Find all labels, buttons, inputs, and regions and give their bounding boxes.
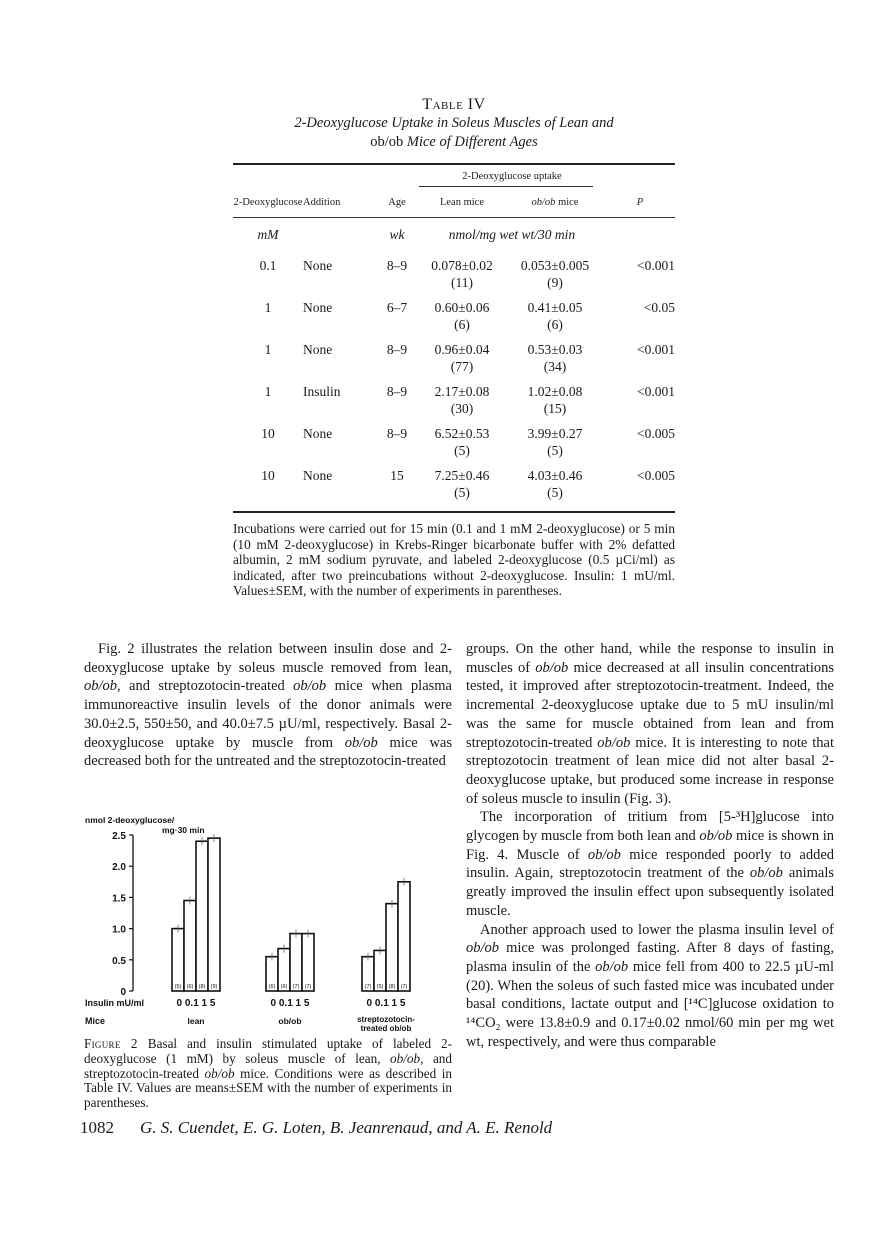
paragraph: Another approach used to lower the plasma insulin level of ob/ob mice was prolonged fasting. After 8 days of fasting, plasma insulin of the ob/ob mice fell from 400 to 22.5 µU-ml (20). When the soleus of such fasted mice was incubated under basal conditions, lactate output and [¹⁴C]glucose oxidation to ¹⁴CO₂ were 13.8±0.9 and 0.17±0.02 nmol/60 min per mg wet wt, respectively, and were thus comparable: [466, 921, 834, 1050]
value-mean-sem: 4.03±0.46: [527, 468, 583, 483]
col-header-obob: ob/ob mice: [531, 196, 579, 208]
bar: [398, 882, 410, 991]
bar-n-label: (7): [292, 984, 300, 990]
x-category-labels: 0 0.1 1 5: [366, 998, 406, 1009]
y-tick-label: 1.0: [112, 924, 126, 936]
bar: [196, 841, 208, 991]
group-label: treated ob/ob: [360, 1024, 412, 1033]
cell-age: 15: [390, 468, 404, 483]
page-footer: [80, 1118, 552, 1138]
value-mean-sem: 0.078±0.02: [431, 258, 493, 273]
cell-obob: [505, 299, 605, 341]
cell-obob: [505, 425, 605, 467]
table-subtitle-line1: 2-Deoxyglucose Uptake in Soleus Muscles of Lean and: [294, 115, 614, 131]
x-category-labels: 0 0.1 1 5: [176, 998, 216, 1009]
value-mean-sem: 0.41±0.05: [527, 300, 583, 315]
cell-age: 6–7: [386, 300, 408, 315]
bar-n-label: (5): [174, 984, 182, 990]
figure-2-chart: [80, 812, 460, 1033]
paragraph: The incorporation of tritium from [5-³H]glucose into glycogen by muscle from both lean and ob/ob mice is shown in Fig. 4. Muscle of ob/ob mice responded poorly to added insulin. Again, streptozotocin treatment of the ob/ob animals greatly improved the insulin effect upon subsequently isolated muscle.: [466, 809, 835, 919]
value-mean-sem: 6.52±0.53: [434, 426, 490, 441]
bar-group: [266, 930, 314, 1026]
value-n: (15): [543, 401, 567, 416]
cell-p: <0.005: [637, 426, 675, 441]
cell-addition: Insulin: [303, 384, 341, 399]
value-mean-sem: 7.25±0.46: [434, 468, 490, 483]
x-row-label-mice: Mice: [85, 1016, 106, 1026]
value-n: (34): [543, 359, 567, 374]
col-header-deoxyglucose: 2-Deoxyglucose: [233, 196, 303, 208]
bar-n-label: (6): [186, 984, 194, 990]
value-n: (30): [450, 401, 474, 416]
table-row: [233, 257, 675, 299]
bar-groups: [172, 834, 415, 1033]
table-footnote: Incubations were carried out for 15 min (0.1 and 1 mM 2-deoxyglucose) or 5 min (10 mM 2-deoxyglucose) in Krebs-Ringer bicarbonate buffer with 2% defatted albumin, 2 mM sodium pyruvate, and labeled 2-deoxyglucose (0.5 µCi/ml) as indicated, after two preincubations without 2-deoxyglucose. Insulin: 1 mU/ml. Values±SEM, with the number of experiments in parentheses.: [233, 521, 675, 598]
value-n: (9): [547, 275, 563, 290]
left-column-text: [84, 640, 452, 771]
cell-concentration: 0.1: [259, 258, 277, 273]
cell-lean: [419, 341, 505, 383]
span-header: 2-Deoxyglucose uptake: [419, 165, 605, 187]
bar-n-label: (6): [268, 984, 276, 990]
value-n: (5): [454, 443, 470, 458]
bar: [290, 934, 302, 991]
bar-n-label: (7): [400, 984, 408, 990]
value-mean-sem: 3.99±0.27: [527, 426, 583, 441]
paragraph: Fig. 2 illustrates the relation between insulin dose and 2-deoxyglucose uptake by soleus muscle removed from lean, ob/ob, and streptozotocin-treated ob/ob mice when plasma immunoreactive insulin levels of the donor animals were 30.0±2.5, 550±50, and 40.0±7.5 µU/ml, respectively. Basal 2-deoxyglucose uptake by muscle from ob/ob mice was decreased both for the untreated and the streptozotocin-treated: [84, 641, 452, 770]
bar-n-label: (9): [210, 984, 218, 990]
value-mean-sem: 0.053±0.005: [520, 258, 590, 273]
bar-n-label: (7): [364, 984, 372, 990]
table-row: [233, 383, 675, 425]
y-tick-label: 0: [120, 987, 126, 998]
table-row: [233, 299, 675, 341]
col-header-age: Age: [388, 196, 406, 208]
bar: [302, 934, 314, 991]
authors: G. S. Cuendet, E. G. Loten, B. Jeanrenaud, and A. E. Renold: [140, 1118, 553, 1137]
table-row: [233, 467, 675, 509]
bar: [172, 929, 184, 991]
value-n: (77): [450, 359, 474, 374]
y-tick-label: 2.0: [112, 862, 126, 874]
cell-addition: None: [303, 258, 333, 273]
bar-n-label: (8): [198, 984, 206, 990]
cell-p: <0.005: [637, 468, 675, 483]
table-bottom-rule: [233, 511, 675, 513]
y-tick-label: 0.5: [112, 955, 126, 967]
cell-addition: None: [303, 468, 333, 483]
y-tick-label: 1.5: [112, 893, 126, 905]
paragraph: groups. On the other hand, while the response to insulin in muscles of ob/ob mice decreased at all insulin concentrations tested, it improved after streptozotocin-treatment. Indeed, the incremental 2-deoxyglucose uptake due to 5 mU insulin/ml was the same for muscle obtained from lean and from streptozotocin-treated ob/ob mice. It is interesting to note that streptozotocin treatment of lean mice did not alter basal 2-deoxyglucose uptake, but produced some increase in response of soleus muscle to insulin (Fig. 3).: [466, 641, 834, 807]
cell-age: 8–9: [386, 342, 408, 357]
y-axis-label-units: mg·30 min: [162, 825, 205, 835]
right-column-text: [466, 640, 834, 1051]
value-n: (11): [451, 275, 473, 290]
value-mean-sem: 2.17±0.08: [434, 384, 490, 399]
cell-obob: [505, 341, 605, 383]
table-subtitle-obob: ob/ob: [370, 134, 404, 150]
cell-addition: None: [303, 342, 333, 357]
table-iv: [233, 96, 675, 599]
page-number: 1082: [80, 1118, 114, 1137]
value-n: (6): [547, 317, 563, 332]
value-mean-sem: 0.60±0.06: [434, 300, 490, 315]
x-row-label-insulin: Insulin mU/ml: [85, 998, 145, 1008]
cell-lean: [419, 383, 505, 425]
cell-age: 8–9: [386, 384, 408, 399]
value-n: (5): [454, 485, 470, 500]
bar-group: [172, 834, 220, 1026]
cell-p: <0.05: [643, 300, 675, 315]
cell-lean: [419, 425, 505, 467]
cell-concentration: 1: [264, 384, 272, 399]
cell-p: <0.001: [637, 384, 675, 399]
cell-concentration: 10: [261, 426, 275, 441]
value-mean-sem: 0.96±0.04: [434, 342, 490, 357]
cell-obob: [505, 383, 605, 425]
value-n: (5): [547, 443, 563, 458]
y-tick-label: 2.5: [112, 831, 126, 842]
cell-lean: [419, 467, 505, 509]
col-header-p: P: [636, 196, 644, 208]
bar-n-label: (8): [388, 984, 396, 990]
cell-age: 8–9: [386, 258, 408, 273]
cell-p: <0.001: [637, 258, 675, 273]
bar-group: [357, 878, 415, 1033]
cell-age: 8–9: [386, 426, 408, 441]
cell-obob: [505, 257, 605, 299]
bar: [386, 904, 398, 991]
bar-chart: [80, 812, 460, 1033]
cell-concentration: 10: [261, 468, 275, 483]
bar: [184, 901, 196, 991]
group-label: ob/ob: [278, 1016, 302, 1026]
bar: [208, 838, 220, 991]
col-header-lean: Lean mice: [439, 196, 484, 208]
table-subtitle: [233, 114, 675, 152]
group-label: lean: [187, 1016, 205, 1026]
value-mean-sem: 1.02±0.08: [527, 384, 583, 399]
cell-p: <0.001: [637, 342, 675, 357]
data-table: [233, 165, 675, 509]
table-row: [233, 341, 675, 383]
col-header-addition: Addition: [303, 196, 341, 208]
cell-lean: [419, 299, 505, 341]
figure-caption: Figure 2 Basal and insulin stimulated uptake of labeled 2-deoxyglucose (1 mM) by soleus muscle of lean, ob/ob, and streptozotocin-treated ob/ob mice. Conditions were as described in Table IV. Values are means±SEM with the number of experiments in parentheses.: [84, 1036, 452, 1111]
bar-n-label: (5): [376, 984, 384, 990]
value-mean-sem: 0.53±0.03: [527, 342, 583, 357]
figure-label: Figure 2: [84, 1036, 138, 1051]
cell-lean: [419, 257, 505, 299]
x-category-labels: 0 0.1 1 5: [270, 998, 310, 1009]
table-subtitle-line2: Mice of Different Ages: [403, 134, 538, 150]
y-axis-label: nmol 2-deoxyglucose/: [85, 815, 175, 825]
cell-addition: None: [303, 426, 333, 441]
units-row: mM wk nmol/mg wet wt/30 min: [257, 227, 576, 242]
bar-n-label: (6): [280, 984, 288, 990]
value-n: (6): [454, 317, 470, 332]
y-axis: [112, 831, 133, 998]
value-n: (5): [547, 485, 563, 500]
group-label: streptozotocin-: [357, 1015, 415, 1024]
table-row: [233, 425, 675, 467]
table-title: Table IV: [422, 96, 486, 113]
cell-obob: [505, 467, 605, 509]
cell-addition: None: [303, 300, 333, 315]
cell-concentration: 1: [264, 300, 272, 315]
table-body: [233, 257, 675, 509]
bar-n-label: (7): [304, 984, 312, 990]
cell-concentration: 1: [264, 342, 272, 357]
